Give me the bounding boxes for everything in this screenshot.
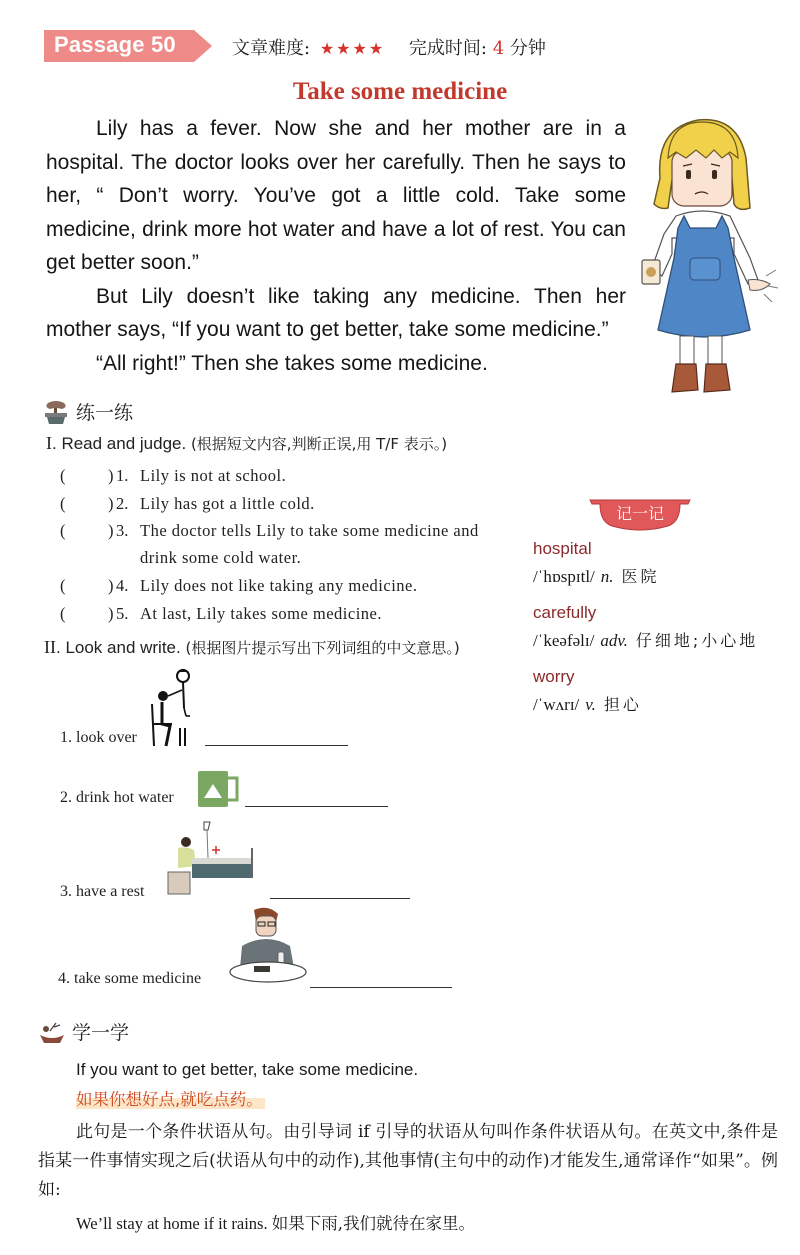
vocab-badge-text: 记一记: [615, 504, 664, 523]
time-unit: 分钟: [509, 38, 546, 59]
vocab-phonetic: /ˈhɒspɪtl/: [533, 567, 595, 586]
answer-line[interactable]: [310, 987, 452, 988]
part1-title-text: . Read and judge.: [52, 434, 187, 453]
passage-meta: [232, 34, 546, 60]
grammar-explanation-text: 此句是一个条件状语从句。由引导词 if 引导的状语从句叫作条件状语从句。在英文中,条件是指某一件事情实现之后(状语从句中的动作),其他事情(主句中的动作)才能发生,通常译作“如果”。例如:: [38, 1122, 778, 1200]
judge-item: ( ) 1. Lily is not at school.: [60, 462, 510, 490]
judge-item: ( ) 2. Lily has got a little cold.: [60, 490, 510, 518]
judge-statement: Lily is not at school.: [140, 466, 287, 485]
look-write-item: 3. have a rest: [60, 883, 145, 900]
grammar-example: [76, 1210, 475, 1234]
answer-blank[interactable]: (: [60, 466, 66, 485]
man-taking-pills-picture: [228, 906, 308, 988]
vocab-pos: v.: [585, 695, 596, 714]
vocab-badge: [588, 496, 692, 532]
look-write-item: 2. drink hot water: [60, 789, 174, 806]
part2-instruction: (根据图片提示写出下列词组的中文意思。): [185, 639, 460, 657]
grammar-explanation: [38, 1118, 778, 1205]
patient-in-bed-picture: [166, 818, 262, 900]
passage-number: Passage 50: [54, 32, 176, 57]
vocab-phonetic: /ˈkeəfəlɪ/: [533, 631, 595, 650]
judge-item: ( ) 4. Lily does not like taking any medicine.: [60, 572, 510, 600]
vocab-meaning: 医院: [621, 567, 660, 586]
part2-title: [44, 637, 460, 658]
key-sentence-en: If you want to get better, take some medicine.: [76, 1060, 419, 1079]
passage-body: [46, 112, 626, 380]
answer-line[interactable]: [270, 898, 410, 899]
vocab-phonetic: /ˈwʌrɪ/: [533, 695, 580, 714]
potted-plant-icon: [38, 1019, 66, 1045]
part1-instruction: (根据短文内容,判断正误,用 T/F 表示。): [190, 435, 448, 453]
judge-list: [60, 462, 510, 627]
vocab-list: [533, 537, 773, 729]
green-mug-picture: [197, 770, 239, 808]
vocab-entry: [533, 537, 773, 593]
bonsai-icon: [42, 399, 70, 425]
key-sentence-cn: 如果你想好点,就吃点药。: [76, 1086, 265, 1110]
passage-title-text: Take some medicine: [292, 78, 508, 105]
answer-blank[interactable]: (: [60, 603, 66, 623]
passage-title: [0, 78, 800, 106]
answer-blank[interactable]: (: [60, 493, 66, 513]
judge-item: ( ) 3. The doctor tells Lily to take some medicine and drink some cold water.: [60, 517, 510, 572]
look-write-item: 4. take some medicine: [58, 970, 202, 987]
girl-with-cup-illustration: [638, 108, 778, 398]
answer-line[interactable]: [205, 745, 348, 746]
learn-heading-text: 学一学: [72, 1022, 130, 1044]
part2-roman: II: [44, 637, 56, 657]
passage-paragraph: “All right!” Then she takes some medicine.: [96, 351, 488, 375]
answer-blank[interactable]: (: [60, 521, 66, 540]
vocab-pos: n.: [600, 567, 614, 586]
part1-title: [46, 433, 447, 454]
practice-heading: [42, 398, 133, 425]
difficulty-stars-icon: ★★★★: [319, 39, 386, 58]
judge-statement: Lily has got a little cold.: [140, 493, 315, 513]
time-label: 完成时间:: [408, 38, 487, 59]
time-value: 4: [492, 38, 505, 59]
judge-item: ( ) 5. At last, Lily takes some medicine.: [60, 600, 510, 628]
part2-title-text: . Look and write.: [56, 638, 181, 657]
passage-paragraph: Lily has a fever. Now she and her mother are in a hospital. The doctor looks over her carefully. Then he says to her, “ Don’t worry. You’ve got a little cold. Take some medicine, drink more hot water and have a lot of rest. You can get better soon.”: [46, 117, 626, 274]
answer-line[interactable]: [245, 806, 388, 807]
judge-statement: At last, Lily takes some medicine.: [140, 603, 382, 623]
vocab-entry: [533, 665, 773, 721]
vocab-meaning: 仔细地;小心地: [635, 631, 759, 650]
answer-blank[interactable]: (: [60, 576, 66, 595]
part1-roman: I: [46, 433, 52, 453]
passage-paragraph: But Lily doesn’t like taking any medicine. Then her mother says, “If you want to get better, take some medicine.”: [46, 284, 626, 341]
vocab-meaning: 担心: [603, 695, 642, 714]
doctor-examining-patient-picture: [150, 666, 200, 748]
example-cn: 如果下雨,我们就待在家里。: [271, 1214, 475, 1233]
practice-heading-text: 练一练: [76, 402, 134, 424]
vocab-word: worry: [533, 667, 575, 686]
vocab-pos: adv.: [600, 631, 628, 650]
vocab-word: hospital: [533, 539, 592, 558]
learn-heading: [38, 1018, 129, 1045]
vocab-entry: [533, 601, 773, 657]
difficulty-label: 文章难度:: [232, 38, 311, 59]
judge-statement: Lily does not like taking any medicine.: [140, 576, 418, 595]
passage-badge: [44, 28, 214, 64]
vocab-word: carefully: [533, 603, 597, 622]
look-write-item: 1. look over: [60, 729, 137, 746]
example-en: We’ll stay at home if it rains.: [76, 1214, 268, 1233]
judge-statement: The doctor tells Lily to take some medicine and drink some cold water.: [140, 521, 479, 567]
